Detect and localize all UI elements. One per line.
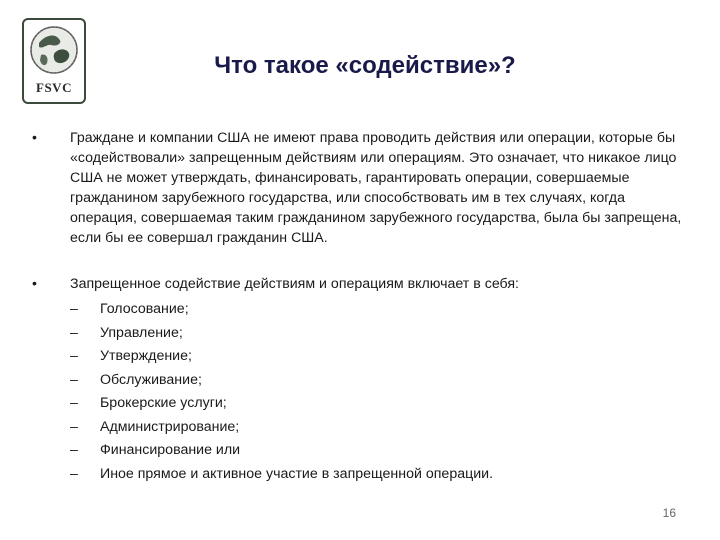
sub-item-text: Финансирование или [100, 442, 241, 458]
bullet-1-text: Граждане и компании США не имеют права проводить действия или операции, которые бы «содействовали» запрещенным действиям или операциям. Это означает, что никакое лицо США не может утверждать, финансировать, гарантировать операции, совершаемые гражданином зарубежного государства, или способствовать им в тех случаях, когда операция, совершаемая таким гражданином зарубежного государства, была бы запрещена, если бы ее совершал гражданин США. [70, 130, 682, 246]
bullet-list [32, 128, 682, 486]
fsvc-logo [22, 18, 86, 104]
bullet-2-text: Запрещенное содействие действиям и операциям включает в себя: [70, 276, 519, 292]
dash-marker: – [70, 465, 78, 482]
logo-text: FSVC [36, 80, 72, 95]
dash-marker: – [70, 301, 78, 317]
sub-item [70, 463, 682, 487]
sub-item-text: Обслуживание; [100, 371, 202, 388]
sub-item-text: Утверждение; [100, 348, 192, 364]
globe-icon [29, 25, 79, 75]
sub-item-text: Администрирование; [100, 418, 240, 435]
sub-item-text: Брокерские услуги; [100, 395, 227, 411]
sub-item [70, 416, 682, 440]
sub-item-text: Голосование; [100, 301, 189, 317]
sub-item [70, 322, 682, 346]
sub-item [70, 298, 682, 322]
sub-item [70, 392, 682, 416]
sub-item-text: Управление; [100, 324, 183, 341]
dash-marker: – [70, 418, 78, 435]
sub-item-text: Иное прямое и активное участие в запрещенной операции. [100, 465, 494, 482]
page-number: 16 [662, 506, 676, 520]
sub-item [70, 439, 682, 463]
dash-marker: – [70, 442, 78, 458]
page-title: Что такое «содействие»? [214, 52, 516, 79]
sub-item [70, 345, 682, 369]
dash-marker: – [70, 348, 78, 364]
sub-item [70, 369, 682, 393]
bullet-1 [32, 128, 682, 248]
dash-marker: – [70, 324, 78, 341]
dash-marker: – [70, 371, 78, 388]
bullet-2 [32, 274, 682, 486]
bullet-marker: • [32, 276, 37, 292]
bullet-marker: • [32, 130, 37, 146]
sub-list [70, 298, 682, 486]
dash-marker: – [70, 395, 78, 411]
